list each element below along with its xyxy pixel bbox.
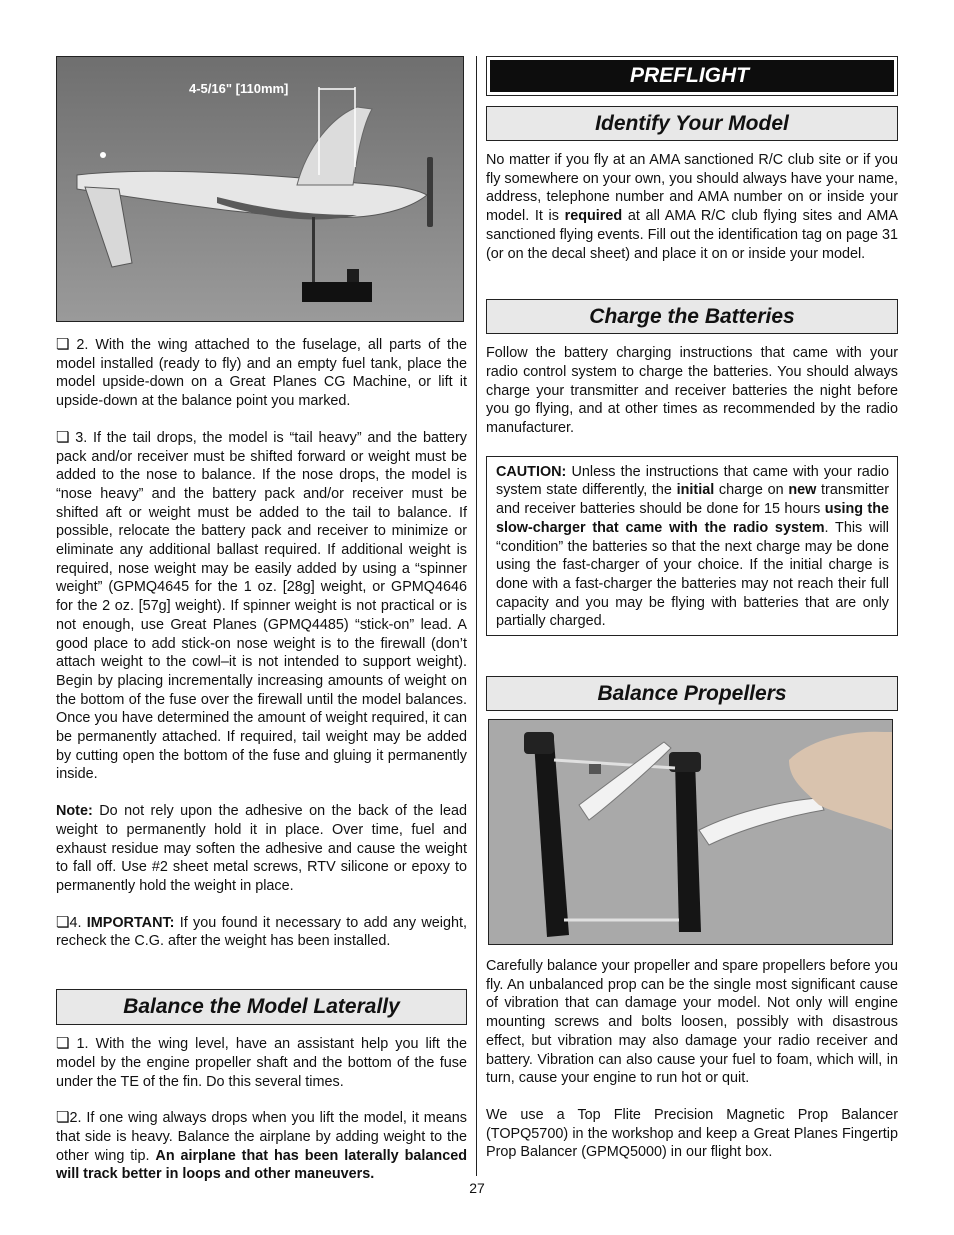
airplane-cg-photo [56, 56, 464, 322]
right-column [486, 56, 898, 1162]
section-heading-identify: Identify Your Model [486, 106, 898, 141]
column-divider [476, 56, 477, 1176]
preflight-title: PREFLIGHT [490, 60, 894, 92]
prop-balancer-photo [488, 719, 893, 945]
checkbox-icon[interactable]: ❏ [56, 913, 70, 931]
lateral-step-2: ❏2. If one wing always drops when you lift the model, it means that side is heavy. Balance the airplane by adding weight to the other wing tip. An airplane that has been laterally balanced will track better in loops and other maneuvers. [56, 1109, 468, 1183]
preflight-banner [486, 56, 898, 96]
prop-paragraph-1: Carefully balance your propeller and spare propellers before you fly. An unbalanced prop can be the single most significant cause of vibration that can damage your model. Not only will engine mounting screws and bolts loosen, possibly with disastrous effect, but vibration may also damage your radio receiver and battery. Vibration can also cause your fuel to foam, which will, in turn, cause your engine to run hot or quit. [486, 958, 898, 1087]
checkbox-icon[interactable]: ❏ [56, 336, 70, 353]
airplane-illustration [57, 57, 463, 321]
checkbox-icon[interactable]: ❏ [56, 1109, 70, 1127]
step-3: ❏ 3. If the tail drops, the model is “tail heavy” and the battery pack and/or receiver must be shifted forward or weight must be added to the nose to balance. If the nose drops, the model is “nose heavy” and the battery pack and/or receiver must be shifted aft or weight must be added to the tail to balance. If possible, relocate the battery pack and receiver to minimize or eliminate any additional ballast required. If additional weight is required, nose weight may be easily added by using a “spinner weight” (GPMQ4645 for the 1 oz. [28g] weight, or GPMQ4646 for the 2 oz. [57g] weight). If spinner weight is not practical or is not enough, use Great Planes (GPMQ4485) “stick-on” lead. A good place to add stick-on nose weight is to the firewall (don’t attach weight to the cowl–it is not intended to support weight). Begin by placing incrementally increasing amounts of weight on the bottom of the fuse over the firewall until the model balances. Once you have determined the amount of weight required, it can be permanently attached. If required, tail weight may be added by cutting open the bottom of the fuse and gluing it permanently inside. [56, 428, 467, 783]
section-heading-charge: Charge the Batteries [486, 299, 898, 334]
step-2: ❏ 2. With the wing attached to the fuselage, all parts of the model installed (ready to fly) and an empty fuel tank, place the model upside-down on a Great Planes CG Machine, or lift it upside-down at the balance point you marked. [56, 336, 468, 410]
step-4: ❏4. IMPORTANT: If you found it necessary to add any weight, recheck the C.G. after the weight has been installed. [56, 913, 467, 950]
measurement-label: 4-5/16" [110mm] [189, 81, 289, 96]
note-paragraph: Note: Do not rely upon the adhesive on the back of the lead weight to permanently hold it in place. Over time, fuel and exhaust residue may soften the adhesive and cause the weight to fall off. Use #2 sheet metal screws, RTV silicone or epoxy to permanently hold the weight in place. [56, 803, 467, 894]
lateral-step-1: ❏ 1. With the wing level, have an assistant help you lift the model by the engine propeller shaft and the bottom of the fuse under the TE of the fin. Do this several times. [56, 1035, 467, 1090]
charge-paragraph: Follow the battery charging instructions that came with your radio control system to charge the batteries. You should always charge your transmitter and receiver batteries the night before you go flying, and at other times as recommended by the radio manufacturer. [486, 345, 898, 437]
section-heading-propellers: Balance Propellers [486, 676, 898, 711]
identify-paragraph: No matter if you fly at an AMA sanctioned R/C club site or if you fly somewhere on your own, you should always have your name, address, telephone number and AMA number on or inside your model. It is required at all AMA R/C club flying sites and AMA sanctioned flying events. Fill out the identification tag on page 31 (or on the decal sheet) and place it on or inside your model. [486, 152, 899, 262]
checkbox-icon[interactable]: ❏ [56, 428, 70, 446]
prop-balancer-illustration [489, 720, 892, 944]
section-heading-lateral: Balance the Model Laterally [56, 989, 467, 1025]
left-column [56, 56, 467, 1184]
caution-box [486, 456, 898, 636]
page-number: 27 [469, 1180, 485, 1196]
checkbox-icon[interactable]: ❏ [56, 1035, 70, 1053]
prop-paragraph-2: We use a Top Flite Precision Magnetic Prop Balancer (TOPQ5700) in the workshop and keep a Great Planes Fingertip Prop Balancer (GPMQ5000) in our flight box. [486, 1106, 898, 1161]
caution-text: CAUTION: Unless the instructions that came with your radio system state differently, the initial charge on new transmitter and receiver batteries should be done for 15 hours using the slow-charger that came with the radio system. This will “condition” the batteries so that the next charge may be done using the fast-charger of your choice. If the initial charge is done with a fast-charger the batteries may not reach their full capacity and you may be flying with batteries that are only partially charged. [496, 463, 890, 630]
